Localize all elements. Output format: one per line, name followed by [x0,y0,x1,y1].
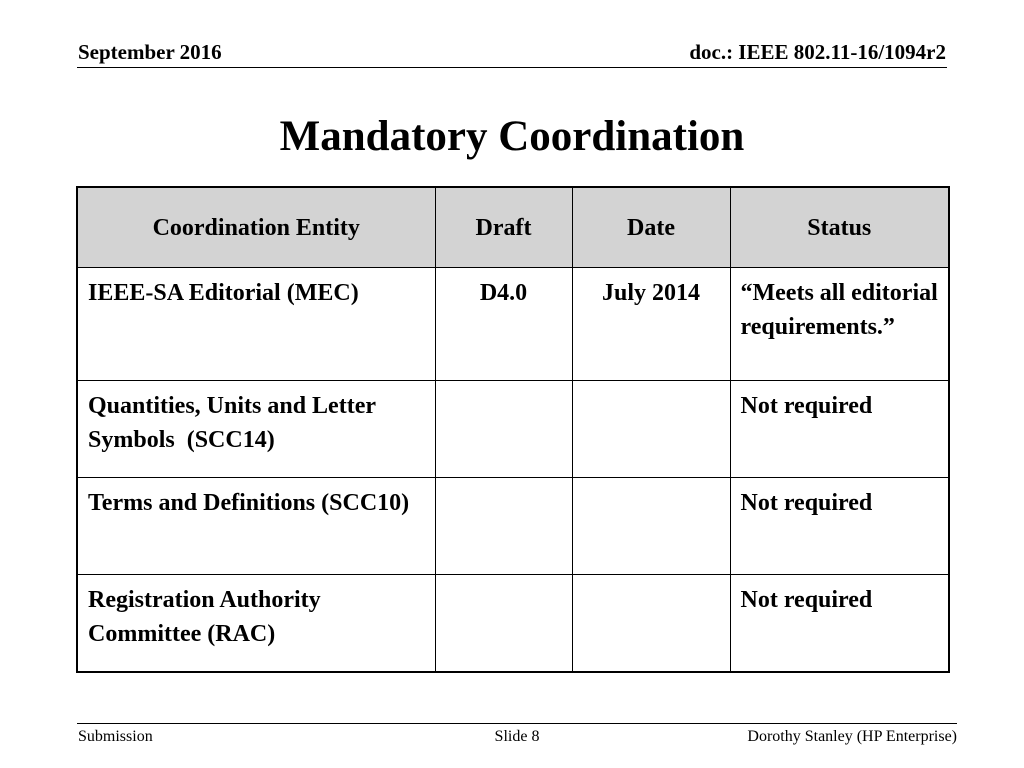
footer-slide-number: Slide 8 [494,728,540,745]
cell-date: July 2014 [572,268,730,381]
header-divider [77,67,947,68]
footer-author: Dorothy Stanley (HP Enterprise) [747,728,957,745]
cell-date [572,575,730,673]
cell-date [572,381,730,478]
column-header-status: Status [730,187,949,268]
cell-status: Not required [730,575,949,673]
cell-date [572,478,730,575]
cell-status: Not required [730,478,949,575]
table-row [77,478,949,575]
cell-draft: D4.0 [435,268,572,381]
cell-entity: Quantities, Units and Letter Symbols (SCC14) [77,381,435,478]
coordination-table [76,186,950,673]
column-header-draft: Draft [435,187,572,268]
column-header-entity: Coordination Entity [77,187,435,268]
table-row [77,268,949,381]
footer-divider [77,723,957,724]
cell-draft [435,575,572,673]
cell-draft [435,381,572,478]
table-header-row [77,187,949,268]
cell-draft [435,478,572,575]
footer-submission: Submission [78,728,153,745]
header-doc-id: doc.: IEEE 802.11-16/1094r2 [689,40,946,64]
table-row [77,575,949,673]
column-header-date: Date [572,187,730,268]
slide-title: Mandatory Coordination [279,113,745,160]
table-row [77,381,949,478]
cell-entity: Registration Authority Committee (RAC) [77,575,435,673]
cell-entity: Terms and Definitions (SCC10) [77,478,435,575]
cell-status: Not required [730,381,949,478]
header-date: September 2016 [78,40,222,64]
cell-status: “Meets all editorial requirements.” [730,268,949,381]
cell-entity: IEEE-SA Editorial (MEC) [77,268,435,381]
